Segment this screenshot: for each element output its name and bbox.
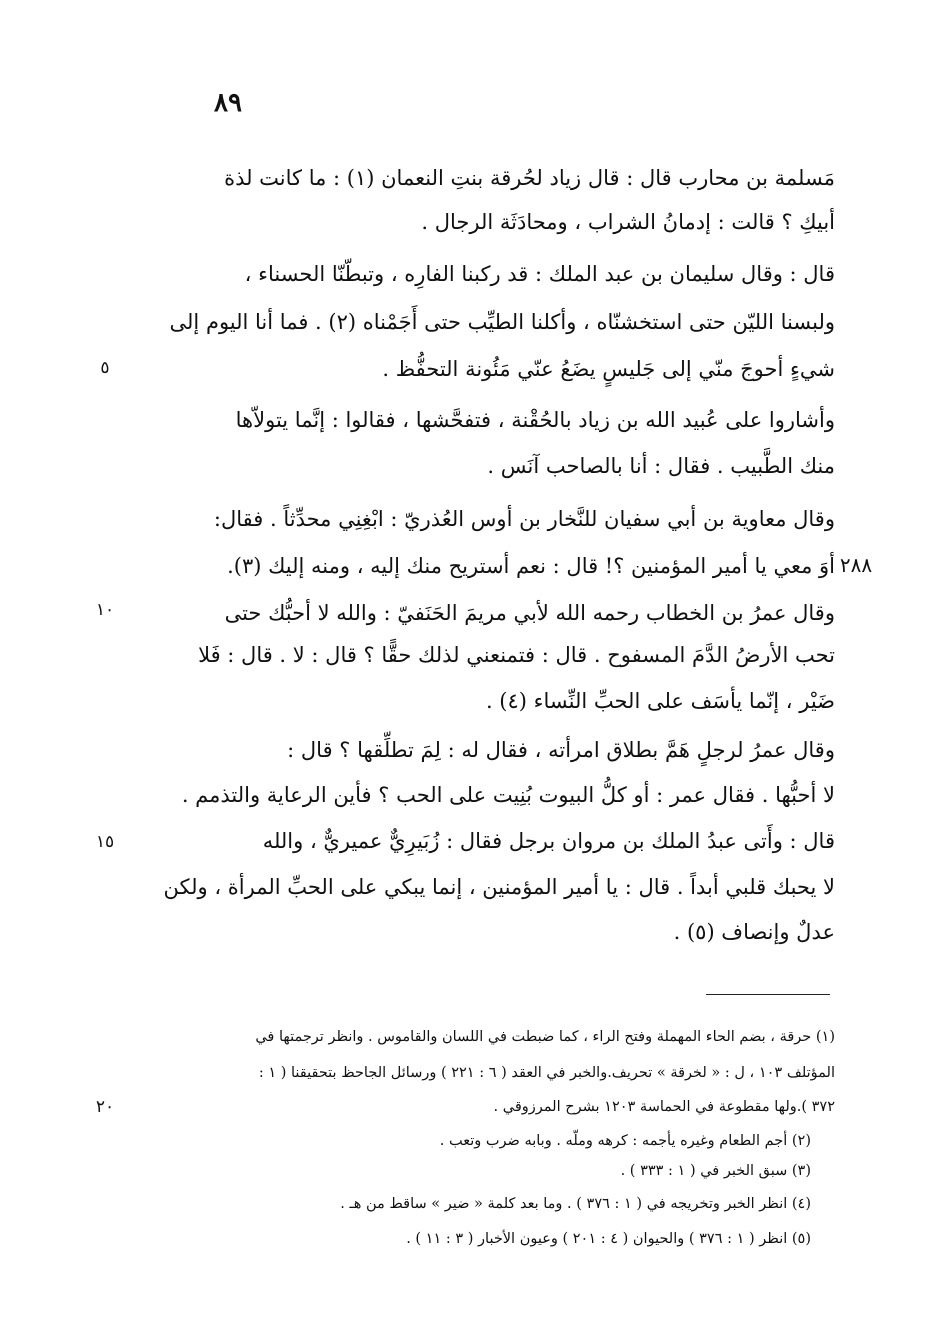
line-number: ١٠ <box>95 600 115 620</box>
main-text-line: عدلٌ وإنصاف (٥) . <box>673 920 835 944</box>
footnote-line: (٣) سبق الخبر في ( ١ : ٣٣٣ ) . <box>620 1163 811 1179</box>
footnote-line: المؤتلف ١٠٣ ، ل : « لخرقة » تحريف.والخبر في العقد ( ٦ : ٢٢١ ) ورسائل الجاحظ بتحقيقنا ( ١ : <box>258 1065 835 1081</box>
main-text-line: قال : وأَتى عبدُ الملك بن مروان برجل فقال : زُبَيرِيٌّ عميريٌّ ، والله <box>262 829 835 853</box>
line-number: ١٥ <box>95 832 115 852</box>
main-text-line: ولبسنا الليّن حتى استخشنّاه ، وأكلنا الطيِّب حتى أَجَمْناه (٢) . فما أنا اليوم إلى <box>169 310 835 334</box>
page-number: ٨٩ <box>214 88 242 118</box>
main-text-line: لا أحبُّها . فقال عمر : أو كلُّ البيوت بُنِيت على الحب ؟ فأين الرعاية والتذمم . <box>181 783 835 807</box>
main-text-line: لا يحبك قلبي أبداً . قال : يا أمير المؤمنين ، إنما يبكي على الحبِّ المرأة ، ولكن <box>163 875 835 899</box>
main-text-line: مَسلمة بن محارب قال : قال زياد لحُرقة بنتِ النعمان (١) : ما كانت لذة <box>224 166 835 190</box>
line-number: ٥ <box>100 358 110 378</box>
main-text-line: وأشاروا على عُبيد الله بن زياد بالحُقْنة ، فتفحَّشها ، فقالوا : إنَّما يتولاّها <box>235 408 835 432</box>
main-text-line: شيءٍ أحوجَ منّي إلى جَليسٍ يضَعُ عنّي مَئُونة التحفُّظ . <box>382 357 835 381</box>
footnote-line: (٢) أجم الطعام وغيره يأجمه : كرهه وملّه . وبابه ضرب وتعب . <box>439 1133 811 1149</box>
footnote-separator <box>706 994 830 995</box>
item-number: ٢٨٨ <box>839 553 873 577</box>
footnote-line: (٥) انظر ( ١ : ٣٧٦ ) والحيوان ( ٤ : ٢٠١ ) وعيون الأخبار ( ٣ : ١١ ) . <box>406 1231 811 1247</box>
line-number: ٢٠ <box>95 1097 115 1117</box>
main-text-line: منك الطَّبيب . فقال : أنا بالصاحب آنَس . <box>487 454 835 478</box>
main-text-line: وقال معاوية بن أبي سفيان للنَّخار بن أوس العُذريّ : ابْغِنِي محدِّثاً . فقال: <box>213 507 835 531</box>
main-text-line: وقال عمرُ لرجلٍ هَمَّ بطلاق امرأته ، فقال له : لِمَ تطلِّقها ؟ قال : <box>287 738 835 762</box>
footnote-line: ٣٧٢ ).ولها مقطوعة في الحماسة ١٢٠٣ بشرح المرزوقي . <box>493 1099 835 1115</box>
main-text-line: أوَ معي يا أمير المؤمنين ؟! قال : نعم أستريح منك إليه ، ومنه إليك (٣). <box>227 554 835 578</box>
main-text-line: وقال عمرُ بن الخطاب رحمه الله لأبي مريمَ الحَنَفيّ : والله لا أحبُّك حتى <box>224 601 835 625</box>
footnote-line: (٤) انظر الخبر وتخريجه في ( ١ : ٣٧٦ ) . وما بعد كلمة « ضير » ساقط من هـ . <box>340 1196 811 1212</box>
footnote-line: (١) حرقة ، بضم الحاء المهملة وفتح الراء ، كما ضبطت في اللسان والقاموس . وانظر ترجمتها في <box>255 1029 835 1045</box>
main-text-line: ضَيْر ، إنّما يأسَف على الحبِّ النِّساء (٤) . <box>485 689 835 713</box>
main-text-line: تحب الأرضُ الدَّمَ المسفوح . قال : فتمنعني لذلك حقًّا ؟ قال : لا . قال : فَلا <box>198 643 835 667</box>
main-text-line: قال : وقال سليمان بن عبد الملك : قد ركبنا الفارِه ، وتبطّنّا الحسناء ، <box>244 262 835 286</box>
main-text-line: أبيكِ ؟ قالت : إدمانُ الشراب ، ومحادَثَة الرجال . <box>421 210 835 234</box>
